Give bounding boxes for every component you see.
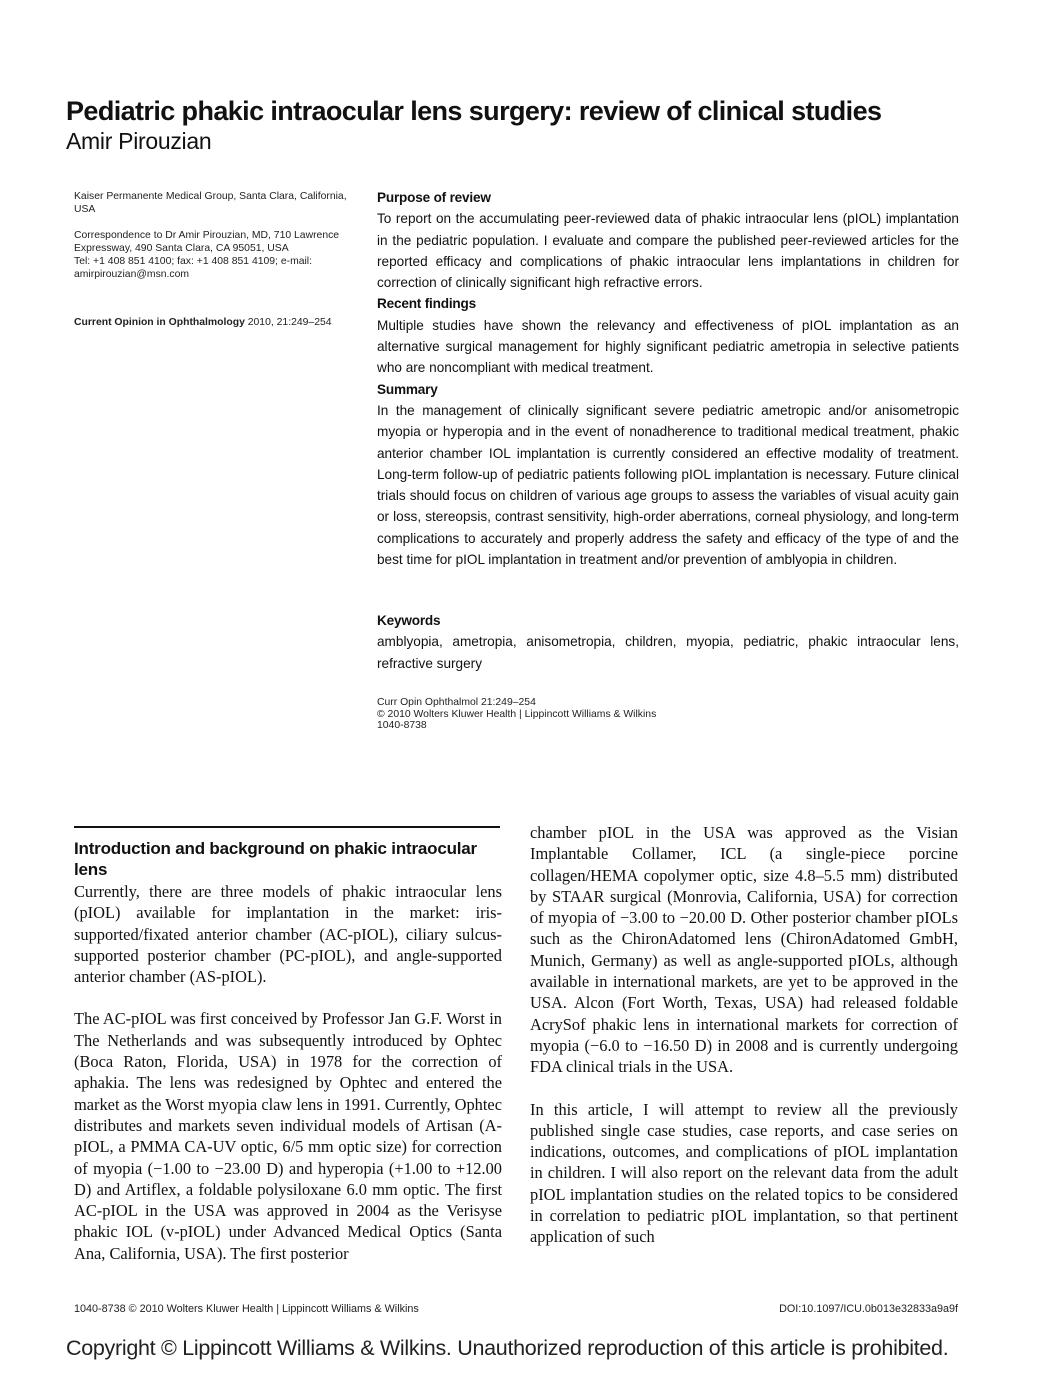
article-title: Pediatric phakic intraocular lens surgery: review of clinical studies bbox=[66, 96, 882, 126]
section-divider bbox=[74, 826, 500, 828]
body-column-left bbox=[74, 838, 502, 1264]
correspondence bbox=[74, 229, 354, 281]
pubinfo-citation: Curr Opin Ophthalmol 21:249–254 bbox=[377, 697, 536, 708]
body-paragraph: chamber pIOL in the USA was approved as the Visian Implantable Collamer, ICL (a single-piece porcine collagen/HEMA copolymer optic, size 4.8–5.5 mm) distributed by STAAR surgical (Monrovia, California, USA) for correction of myopia of −3.00 to −20.00 D. Other posterior chamber pIOLs such as the ChironAdatomed lens (ChironAdatomed GmbH, Munich, Germany) as well as angle-supported pIOLs, although available in international markets, are yet to be approved in the USA. Alcon (Fort Worth, Texas, USA) had released foldable AcrySof phakic lens in international markets for correction of myopia (−6.0 to −16.50 D) in 2008 and is currently undergoing FDA clinical trials in the USA. bbox=[530, 823, 958, 1077]
correspondence-contact: Tel: +1 408 851 4100; fax: +1 408 851 4109; e-mail: amirpirouzian@msn.com bbox=[74, 256, 313, 280]
footer-issn: 1040-8738 © 2010 Wolters Kluwer Health | Lippincott Williams & Wilkins bbox=[74, 1303, 419, 1315]
publication-info bbox=[377, 697, 656, 732]
citation-volume: 2010, 21:249–254 bbox=[244, 317, 332, 328]
body-paragraph: Currently, there are three models of phakic intraocular lens (pIOL) available for implantation in the market: iris-supported/fixated anterior chamber (AC-pIOL), ciliary sulcus-supported posterior chamber (PC-pIOL), and angle-supported anterior chamber (AS-pIOL). bbox=[74, 882, 502, 987]
footer-doi: DOI:10.1097/ICU.0b013e32833a9a9f bbox=[779, 1303, 958, 1315]
body-column-right bbox=[530, 822, 958, 1248]
summary-text: In the management of clinically significant severe pediatric ametropic and/or anisometropic myopia or hyperopia and in the event of nonadherence to traditional medical treatment, phakic anterior chamber IOL implantation is currently considered an effective modality of treatment. Long-term follow-up of pediatric patients following pIOL implantation is necessary. Future clinical trials should focus on children of various age groups to assess the variables of visual acuity gain or loss, stereopsis, contrast sensitivity, high-order aberrations, corneal physiology, and long-term complications to accurately and properly address the safety and efficacy of the type of and the best time for pIOL implantation in treatment and/or prevention of amblyopia in children. bbox=[377, 402, 959, 568]
body-paragraph: The AC-pIOL was first conceived by Professor Jan G.F. Worst in The Netherlands and was subsequently introduced by Ophtec (Boca Raton, Florida, USA) in 1978 for the correction of aphakia. The lens was redesigned by Ophtec and entered the market as the Worst myopia claw lens in 1991. Currently, Ophtec distributes and markets seven individual models of Artisan (A-pIOL, a PMMA CA-UV optic, 6/5 mm optic size) for correction of myopia (−1.00 to −23.00 D) and hyperopia (+1.00 to +12.00 D) and Artiflex, a foldable polysiloxane 6.0 mm optic. The first AC-pIOL in the USA was approved in 2004 as the Verisyse phakic IOL (v-pIOL) under Advanced Medical Optics (Santa Ana, California, USA). The first posterior bbox=[74, 1009, 502, 1263]
author-name: Amir Pirouzian bbox=[66, 128, 212, 154]
keywords-heading: Keywords bbox=[377, 613, 441, 628]
summary-heading: Summary bbox=[377, 381, 438, 397]
keywords bbox=[377, 610, 959, 674]
pubinfo-issn: 1040-8738 bbox=[377, 720, 427, 731]
affiliation: Kaiser Permanente Medical Group, Santa Clara, California, USA bbox=[74, 191, 347, 215]
purpose-heading: Purpose of review bbox=[377, 190, 491, 205]
findings-heading: Recent findings bbox=[377, 296, 476, 312]
abstract bbox=[377, 187, 959, 570]
journal-name: Current Opinion in Ophthalmology bbox=[74, 317, 245, 328]
purpose-text: To report on the accumulating peer-reviewed data of phakic intraocular lens (pIOL) implantation in the pediatric population. I evaluate and compare the published peer-reviewed articles for the reported efficacy and complications of phakic intraocular lens implantations in children for correction of clinically significant high refractive errors. bbox=[377, 211, 959, 291]
correspondence-address: Correspondence to Dr Amir Pirouzian, MD, 710 Lawrence Expressway, 490 Santa Clara, CA 95051, USA bbox=[74, 230, 340, 254]
section-heading: Introduction and background on phakic intraocular lens bbox=[74, 839, 477, 879]
findings-text: Multiple studies have shown the relevancy and effectiveness of pIOL implantation as an alternative surgical management for highly significant pediatric ametropia in selective patients who are noncompliant with medical treatment. bbox=[377, 317, 959, 376]
body-paragraph: In this article, I will attempt to review all the previously published single case studies, case reports, and case series on indications, outcomes, and complications of pIOL implantation in children. I will also report on the relevant data from the adult pIOL implantation studies on the related topics to be considered in correlation to pediatric pIOL implantation, so that pertinent application of such bbox=[530, 1099, 958, 1247]
keywords-text: amblyopia, ametropia, anisometropia, children, myopia, pediatric, phakic intraocular lens, refractive surgery bbox=[377, 634, 959, 671]
pubinfo-copyright: © 2010 Wolters Kluwer Health | Lippincott Williams & Wilkins bbox=[377, 708, 657, 720]
copyright-notice: Copyright © Lippincott Williams & Wilkins. Unauthorized reproduction of this article is prohibited. bbox=[66, 1336, 949, 1360]
journal-citation bbox=[74, 316, 354, 329]
